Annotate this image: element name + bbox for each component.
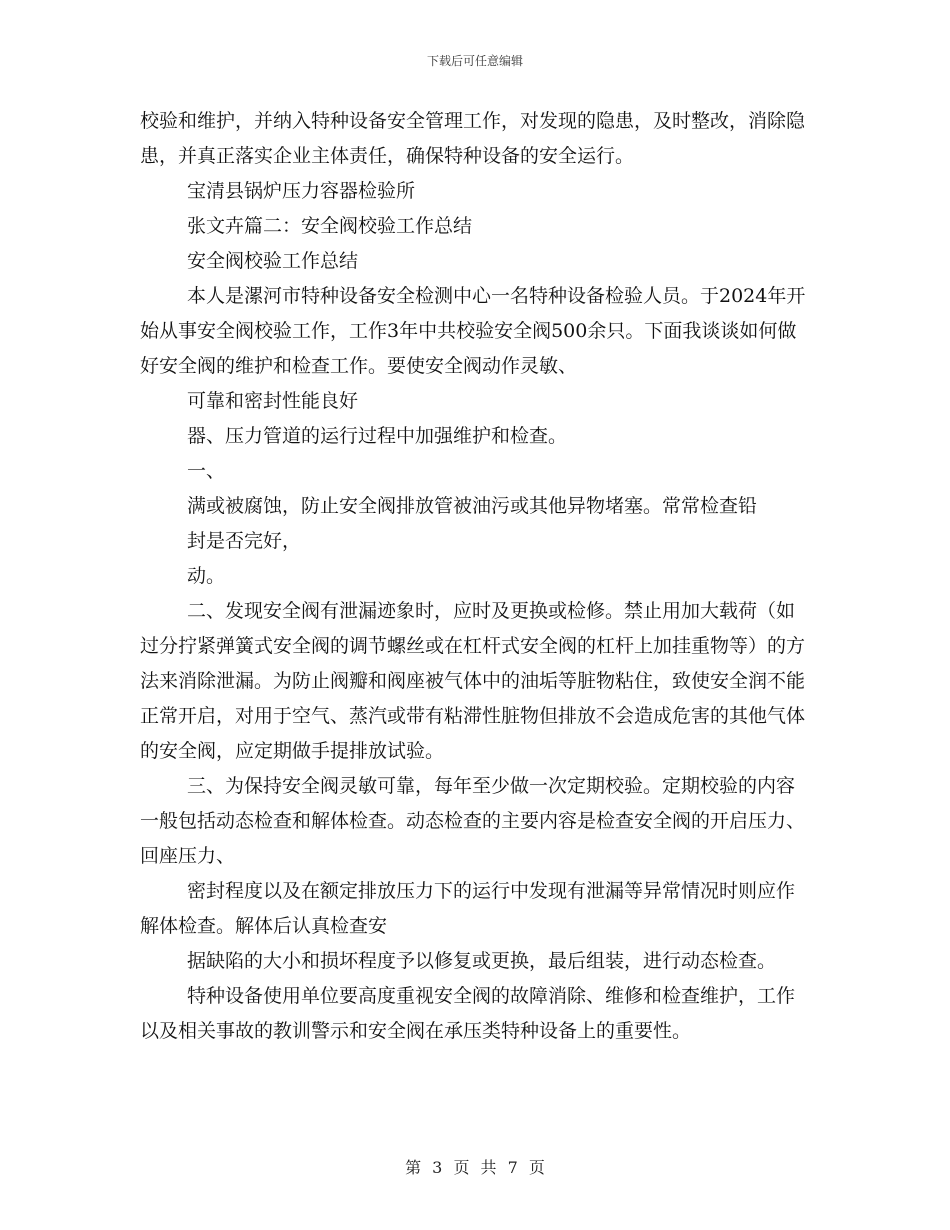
paragraph: 特种设备使用单位要高度重视安全阀的故障消除、维修和检查维护，工作以及相关事故的教训警示和安全阀在承压类特种设备上的重要性。 bbox=[140, 985, 796, 1042]
paragraph: 密封程度以及在额定排放压力下的运行中发现有泄漏等异常情况时则应作解体检查。解体后认真检查安 bbox=[140, 880, 796, 937]
paragraph: 张文卉篇二：安全阀校验工作总结 bbox=[187, 215, 473, 237]
paragraph: 二、发现安全阀有泄漏迹象时，应时及更换或检修。禁止用加大载荷（如过分拧紧弹簧式安全阀的调节螺丝或在杠杆式安全阀的杠杆上加挂重物等）的方法来消除泄漏。为防止阀瓣和阀座被气体中的油垢等脏物粘住，致使安全润不能正常开启，对用于空气、蒸汽或带有粘滞性脏物但排放不会造成危害的其他气体的安全阀，应定期做手提排放试验。 bbox=[140, 600, 806, 762]
paragraph: 校验和维护，并纳入特种设备安全管理工作，对发现的隐患，及时整改，消除隐患，并真正落实企业主体责任，确保特种设备的安全运行。 bbox=[140, 110, 806, 167]
paragraph: 安全阀校验工作总结 bbox=[187, 250, 359, 272]
paragraph: 宝清县锅炉压力容器检验所 bbox=[187, 180, 416, 202]
document-body bbox=[140, 104, 810, 1049]
paragraph: 动。 bbox=[187, 565, 226, 587]
paragraph: 可靠和密封性能良好 bbox=[187, 390, 359, 412]
paragraph: 三、为保持安全阀灵敏可靠，每年至少做一次定期校验。定期校验的内容一般包括动态检查和解体检查。动态检查的主要内容是检查安全阀的开启压力、回座压力、 bbox=[140, 775, 806, 867]
paragraph: 据缺陷的大小和损坏程度予以修复或更换，最后组装，进行动态检查。 bbox=[187, 950, 777, 972]
paragraph: 本人是漯河市特种设备安全检测中心一名特种设备检验人员。于2024年开始从事安全阀校验工作，工作3年中共校验安全阀500余只。下面我谈谈如何做好安全阀的维护和检查工作。要使安全阀动作灵敏、 bbox=[140, 285, 806, 377]
paragraph: 器、压力管道的运行过程中加强维护和检查。 bbox=[187, 425, 568, 447]
paragraph: 满或被腐蚀，防止安全阀排放管被油污或其他异物堵塞。常常检查铅 bbox=[187, 495, 758, 517]
page-footer: 第 3 页 共 7 页 bbox=[405, 1158, 545, 1177]
paragraph: 一、 bbox=[187, 460, 226, 482]
page-header: 下载后可任意编辑 bbox=[426, 54, 523, 68]
paragraph: 封是否完好， bbox=[187, 530, 302, 552]
